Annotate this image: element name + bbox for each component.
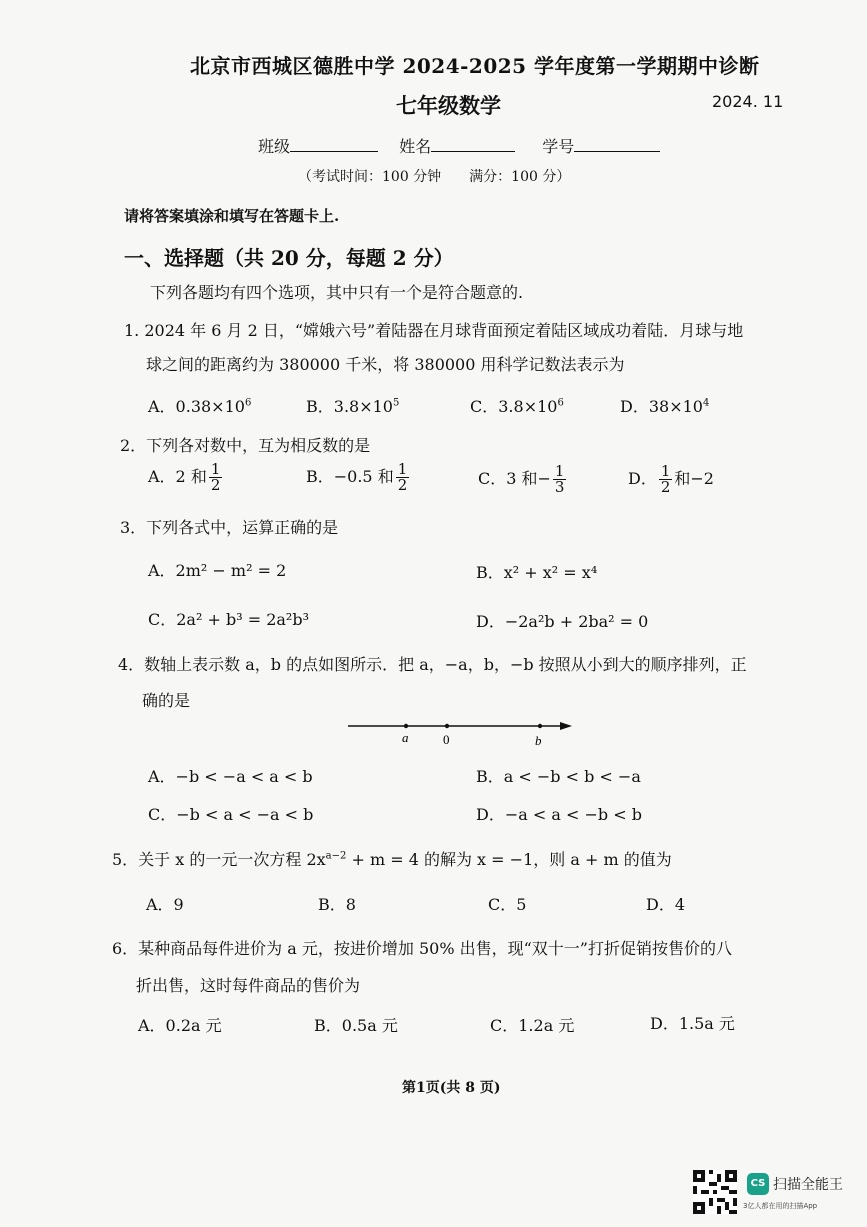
q6-stem-line2: 折出售，这时每件商品的售价为 — [136, 976, 361, 995]
q1-option-b: B．$3.8\times 10^5$ — [306, 397, 400, 416]
q6-option-a: A．0.2a 元 — [138, 1016, 222, 1035]
camscanner-logo-icon: CS — [747, 1173, 769, 1195]
q2-option-c: C．3 和− $\frac{1}{3}$ — [478, 462, 565, 496]
q4-option-a: A．−b < −a < a < b — [148, 767, 313, 786]
q1-option-d: D．$38\times 10^4$ — [620, 397, 710, 416]
exam-subject: 七年级数学 — [396, 93, 501, 118]
q6-option-b: B．0.5a 元 — [314, 1016, 398, 1035]
label-a: a — [402, 730, 409, 745]
student-info-fields — [258, 134, 660, 157]
q3-stem: 3．下列各式中，运算正确的是 — [120, 518, 339, 537]
q1-option-a: A．$0.38\times 10^6$ — [148, 397, 252, 416]
q2-option-a: A．2 和 $\frac{1}{2}$ — [148, 460, 221, 494]
q1-stem-line2: 球之间的距离约为 380000 千米，将 380000 用科学记数法表示为 — [146, 355, 625, 374]
q1-stem-line1: 1. 2024 年 6 月 2 日，“嫦娥六号”着陆器在月球背面预定着陆区域成功着陆．月球与地 — [124, 321, 744, 340]
q3-option-a: A．2m² − m² = 2 — [148, 561, 287, 580]
point-a — [404, 724, 408, 728]
section-title: 一、选择题（共 20 分，每题 2 分） — [124, 246, 454, 270]
q2-option-b: B．−0.5 和 $\frac{1}{2}$ — [306, 460, 408, 494]
q2-stem: 2．下列各对数中，互为相反数的是 — [120, 436, 371, 455]
q4-option-b: B．a < −b < b < −a — [476, 767, 641, 786]
camscanner-slogan: 3亿人都在用的扫描App — [743, 1202, 818, 1210]
student-id-blank — [574, 137, 660, 152]
q6-option-c: C．1.2a 元 — [490, 1016, 575, 1035]
label-zero: 0 — [443, 732, 450, 747]
q1-option-c: C．$3.8\times 10^6$ — [470, 397, 564, 416]
exam-meta: （考试时间：100 分钟 满分：100 分） — [298, 169, 571, 185]
q3-option-c: C．2a² + b³ = 2a²b³ — [148, 610, 309, 629]
qr-code-icon — [693, 1170, 737, 1214]
q5-option-d: D．4 — [646, 895, 686, 914]
exam-title: 北京市西城区德胜中学 2024-2025 学年度第一学期期中诊断 — [190, 54, 760, 78]
q4-stem-line2: 确的是 — [142, 691, 191, 710]
q4-stem-line1: 4．数轴上表示数 a，b 的点如图所示．把 a，−a，b，−b 按照从小到大的顺序排列，正 — [118, 655, 747, 674]
class-label: 班级 — [258, 137, 291, 156]
class-blank — [290, 137, 378, 152]
page-number: 第1页(共 8 页) — [402, 1080, 501, 1096]
q4-option-d: D．−a < a < −b < b — [476, 805, 642, 824]
q5-stem: 5．关于 x 的一元一次方程 $2x^{a-2} + m = 4$ 的解为 x = −1，则 a + m 的值为 — [112, 850, 672, 869]
q6-stem-line1: 6．某种商品每件进价为 a 元，按进价增加 50% 出售，现“双十一”打折促销按售价的八 — [112, 939, 732, 958]
q5-option-a: A．9 — [146, 895, 184, 914]
label-b: b — [535, 733, 542, 748]
point-b — [538, 724, 542, 728]
q2-option-d: D． $\frac{1}{2}$ 和−2 — [628, 462, 714, 496]
q4-option-c: C．−b < a < −a < b — [148, 805, 314, 824]
number-line-diagram — [344, 714, 576, 750]
section-intro: 下列各题均有四个选项，其中只有一个是符合题意的. — [150, 283, 524, 302]
answer-instruction: 请将答案填涂和填写在答题卡上. — [124, 207, 340, 225]
q5-option-b: B．8 — [318, 895, 356, 914]
exam-date: 2024. 11 — [712, 92, 784, 111]
camscanner-name: 扫描全能王 — [773, 1177, 843, 1193]
point-zero — [445, 724, 449, 728]
q6-option-d: D．1.5a 元 — [650, 1014, 735, 1033]
number-line-arrow — [560, 722, 572, 730]
student-id-label: 学号 — [542, 137, 575, 156]
q3-option-d: D．−2a²b + 2ba² = 0 — [476, 612, 649, 631]
name-blank — [431, 137, 515, 152]
name-label: 姓名 — [399, 137, 432, 156]
q5-option-c: C．5 — [488, 895, 527, 914]
q3-option-b: B．x² + x² = x⁴ — [476, 563, 598, 582]
